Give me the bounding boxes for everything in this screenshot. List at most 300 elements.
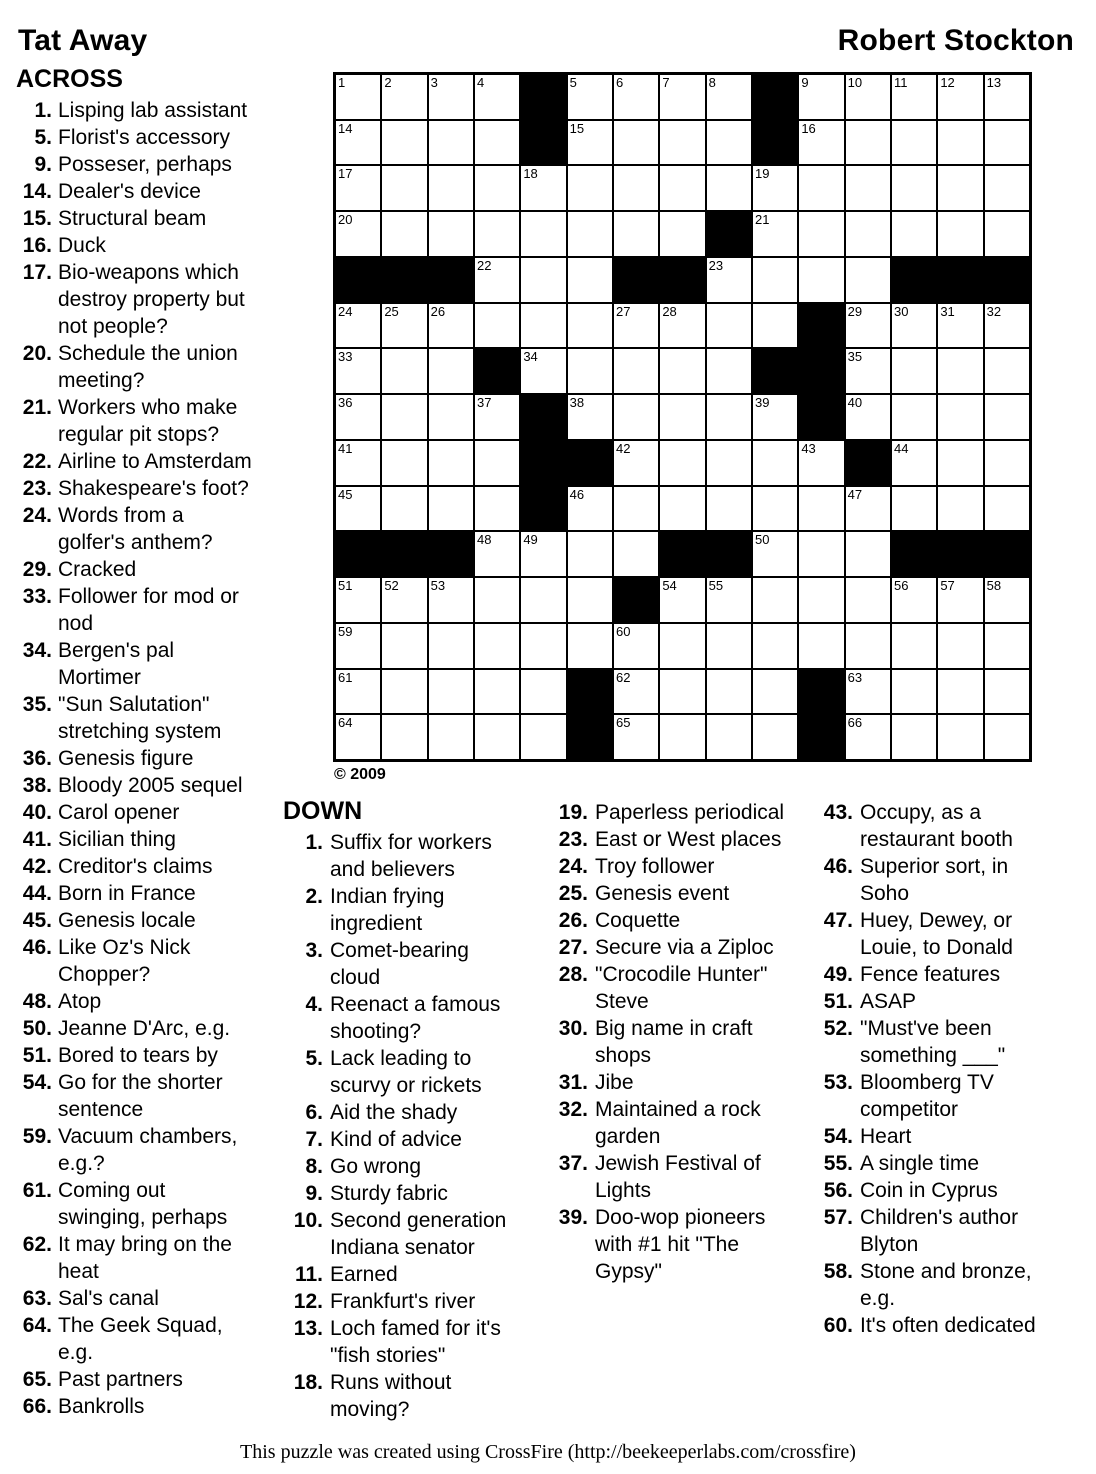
- grid-cell[interactable]: [429, 395, 473, 439]
- clue-text: Sturdy fabric: [330, 1182, 448, 1205]
- grid-cell[interactable]: [753, 715, 797, 759]
- grid-cell[interactable]: [614, 166, 658, 210]
- grid-cell[interactable]: [475, 166, 519, 210]
- grid-cell-number: 11: [893, 75, 908, 90]
- grid-cell[interactable]: [336, 624, 380, 668]
- clue-text: Bergen's pal Mortimer: [58, 639, 175, 689]
- grid-black-cell: [707, 212, 751, 256]
- grid-cell[interactable]: [614, 715, 658, 759]
- grid-cell[interactable]: [846, 487, 890, 531]
- across-clue: [16, 934, 266, 988]
- grid-cell-number: 25: [384, 303, 399, 319]
- grid-cell[interactable]: [753, 166, 797, 210]
- grid-cell[interactable]: [985, 487, 1029, 531]
- clue-text: Runs without moving?: [330, 1371, 452, 1421]
- grid-cell[interactable]: [382, 715, 426, 759]
- grid-cell[interactable]: [475, 670, 519, 714]
- grid-cell[interactable]: [382, 349, 426, 393]
- grid-cell[interactable]: [521, 212, 565, 256]
- clue-number: 18.: [293, 1371, 323, 1394]
- grid-cell[interactable]: [382, 166, 426, 210]
- clue-number: 5.: [305, 1047, 323, 1070]
- grid-cell[interactable]: [985, 75, 1029, 119]
- clue-text: ASAP: [860, 990, 917, 1013]
- grid-cell[interactable]: [660, 395, 704, 439]
- grid-cell[interactable]: [707, 578, 751, 622]
- grid-cell-number: 63: [847, 669, 863, 685]
- grid-cell[interactable]: [985, 715, 1029, 759]
- grid-black-cell: [521, 75, 565, 119]
- grid-cell-number: 31: [940, 303, 955, 319]
- grid-cell[interactable]: [707, 670, 751, 714]
- grid-cell-number: 56: [893, 578, 909, 594]
- grid-cell[interactable]: [846, 166, 890, 210]
- clue-number: 62.: [22, 1233, 52, 1256]
- grid-cell[interactable]: [846, 532, 890, 576]
- grid-cell[interactable]: [938, 670, 982, 714]
- clue-text: It may bring on the heat: [58, 1233, 232, 1283]
- grid-cell[interactable]: [614, 395, 658, 439]
- clue-number: 64.: [22, 1314, 52, 1337]
- clue-number: 19.: [558, 801, 588, 824]
- grid-cell[interactable]: [707, 166, 751, 210]
- grid-cell-number: 65: [615, 715, 631, 731]
- grid-cell[interactable]: [382, 395, 426, 439]
- grid-cell[interactable]: [985, 349, 1029, 393]
- clue-text: Paperless periodical: [595, 801, 785, 824]
- grid-cell[interactable]: [336, 395, 380, 439]
- grid-cell[interactable]: [614, 487, 658, 531]
- down-clue: [283, 1099, 523, 1126]
- grid-cell[interactable]: [892, 395, 936, 439]
- grid-black-cell: [660, 532, 704, 576]
- clue-number: 5.: [34, 126, 52, 149]
- clue-text: "Crocodile Hunter" Steve: [595, 963, 768, 1013]
- grid-cell[interactable]: [382, 670, 426, 714]
- clue-number: 2.: [305, 885, 323, 908]
- clue-number: 11.: [294, 1263, 323, 1286]
- grid-black-cell: [429, 532, 473, 576]
- grid-cell[interactable]: [892, 75, 936, 119]
- clue-text: Big name in craft shops: [595, 1017, 753, 1067]
- grid-cell[interactable]: [382, 121, 426, 165]
- grid-cell[interactable]: [799, 624, 843, 668]
- clue-number: 60.: [823, 1314, 853, 1337]
- grid-cell[interactable]: [614, 670, 658, 714]
- page-author: Robert Stockton: [837, 24, 1074, 57]
- grid-cell[interactable]: [614, 75, 658, 119]
- grid-cell[interactable]: [985, 395, 1029, 439]
- grid-cell[interactable]: [985, 441, 1029, 485]
- grid-cell[interactable]: [753, 395, 797, 439]
- clue-number: 55.: [823, 1152, 853, 1175]
- grid-cell[interactable]: [660, 578, 704, 622]
- grid-cell[interactable]: [938, 121, 982, 165]
- grid-cell[interactable]: [707, 441, 751, 485]
- grid-cell[interactable]: [475, 578, 519, 622]
- grid-cell[interactable]: [568, 395, 612, 439]
- grid-cell[interactable]: [799, 487, 843, 531]
- clue-number: 29.: [22, 558, 52, 581]
- clue-text: Genesis event: [595, 882, 730, 905]
- grid-cell[interactable]: [892, 624, 936, 668]
- grid-cell[interactable]: [938, 715, 982, 759]
- across-clue: [16, 799, 266, 826]
- across-clue: [16, 259, 266, 340]
- clue-number: 52.: [823, 1017, 853, 1040]
- grid-cell[interactable]: [660, 670, 704, 714]
- grid-cell[interactable]: [429, 121, 473, 165]
- grid-black-cell: [753, 349, 797, 393]
- across-clue: [16, 1069, 266, 1123]
- grid-cell[interactable]: [382, 487, 426, 531]
- clue-text: Second generation Indiana senator: [330, 1209, 507, 1259]
- grid-cell[interactable]: [382, 212, 426, 256]
- clue-text: Florist's accessory: [58, 126, 231, 149]
- grid-cell[interactable]: [938, 166, 982, 210]
- grid-cell[interactable]: [892, 578, 936, 622]
- grid-cell[interactable]: [568, 578, 612, 622]
- down-clue: [548, 1096, 798, 1150]
- grid-cell[interactable]: [753, 304, 797, 348]
- grid-cell[interactable]: [660, 487, 704, 531]
- grid-cell[interactable]: [382, 441, 426, 485]
- grid-cell[interactable]: [429, 578, 473, 622]
- grid-cell[interactable]: [938, 304, 982, 348]
- grid-cell[interactable]: [707, 304, 751, 348]
- grid-cell[interactable]: [660, 75, 704, 119]
- grid-cell[interactable]: [475, 441, 519, 485]
- grid-cell[interactable]: [568, 487, 612, 531]
- grid-cell[interactable]: [985, 212, 1029, 256]
- grid-cell[interactable]: [938, 212, 982, 256]
- grid-cell[interactable]: [938, 441, 982, 485]
- clue-number: 51.: [823, 990, 853, 1013]
- clue-number: 36.: [22, 747, 52, 770]
- grid-black-cell: [429, 258, 473, 302]
- clue-text: A single time: [860, 1152, 980, 1175]
- grid-cell[interactable]: [707, 121, 751, 165]
- grid-cell[interactable]: [892, 166, 936, 210]
- clue-number: 33.: [22, 585, 52, 608]
- grid-cell[interactable]: [799, 75, 843, 119]
- grid-cell[interactable]: [985, 166, 1029, 210]
- clue-number: 24.: [22, 504, 52, 527]
- grid-cell[interactable]: [938, 349, 982, 393]
- grid-cell[interactable]: [382, 304, 426, 348]
- grid-black-cell: [799, 715, 843, 759]
- grid-cell-number: 2: [384, 75, 392, 90]
- grid-cell-number: 60: [615, 623, 631, 639]
- grid-cell[interactable]: [568, 349, 612, 393]
- copyright-notice: © 2009: [334, 766, 386, 783]
- grid-cell[interactable]: [892, 487, 936, 531]
- grid-cell[interactable]: [753, 532, 797, 576]
- grid-cell[interactable]: [846, 349, 890, 393]
- grid-cell[interactable]: [707, 258, 751, 302]
- clue-number: 20.: [22, 342, 52, 365]
- clue-text: Airline to Amsterdam: [58, 450, 252, 473]
- grid-cell[interactable]: [846, 212, 890, 256]
- grid-cell[interactable]: [475, 624, 519, 668]
- grid-cell[interactable]: [382, 624, 426, 668]
- down-clue: [813, 1123, 1053, 1150]
- grid-cell[interactable]: [429, 304, 473, 348]
- grid-cell[interactable]: [429, 715, 473, 759]
- grid-cell[interactable]: [660, 349, 704, 393]
- grid-cell[interactable]: [707, 487, 751, 531]
- clue-number: 8.: [305, 1155, 323, 1178]
- clue-text: East or West places: [595, 828, 782, 851]
- grid-cell[interactable]: [475, 258, 519, 302]
- grid-black-cell: [475, 349, 519, 393]
- grid-cell[interactable]: [475, 75, 519, 119]
- grid-cell[interactable]: [846, 395, 890, 439]
- grid-cell[interactable]: [614, 624, 658, 668]
- grid-cell[interactable]: [938, 624, 982, 668]
- down-clues-column-3: [813, 799, 1053, 1339]
- grid-cell[interactable]: [753, 578, 797, 622]
- grid-cell[interactable]: [707, 624, 751, 668]
- grid-cell[interactable]: [521, 670, 565, 714]
- across-clue: [16, 394, 266, 448]
- grid-cell[interactable]: [892, 349, 936, 393]
- grid-cell[interactable]: [799, 258, 843, 302]
- grid-cell[interactable]: [846, 121, 890, 165]
- grid-cell[interactable]: [429, 441, 473, 485]
- grid-cell[interactable]: [892, 670, 936, 714]
- grid-cell[interactable]: [568, 258, 612, 302]
- grid-cell[interactable]: [475, 304, 519, 348]
- grid-cell[interactable]: [521, 304, 565, 348]
- grid-black-cell: [799, 395, 843, 439]
- grid-cell[interactable]: [429, 349, 473, 393]
- grid-cell[interactable]: [846, 304, 890, 348]
- clue-text: Coquette: [595, 909, 681, 932]
- grid-cell[interactable]: [753, 258, 797, 302]
- grid-cell[interactable]: [568, 624, 612, 668]
- grid-cell[interactable]: [753, 487, 797, 531]
- grid-cell[interactable]: [892, 715, 936, 759]
- grid-black-cell: [568, 715, 612, 759]
- clue-text: Bankrolls: [58, 1395, 145, 1418]
- across-clue: [16, 1312, 266, 1366]
- grid-cell[interactable]: [336, 578, 380, 622]
- grid-cell[interactable]: [985, 121, 1029, 165]
- clue-text: Workers who make regular pit stops?: [58, 396, 238, 446]
- grid-cell[interactable]: [614, 304, 658, 348]
- grid-cell-number: 22: [476, 257, 492, 273]
- grid-cell-number: 32: [986, 303, 1002, 319]
- grid-cell-number: 5: [569, 75, 577, 90]
- grid-cell[interactable]: [336, 349, 380, 393]
- grid-cell[interactable]: [660, 304, 704, 348]
- grid-cell[interactable]: [707, 349, 751, 393]
- grid-cell[interactable]: [892, 212, 936, 256]
- clue-text: Creditor's claims: [58, 855, 213, 878]
- clue-text: Suffix for workers and believers: [330, 831, 492, 881]
- grid-cell[interactable]: [753, 624, 797, 668]
- grid-cell-number: 42: [615, 440, 631, 456]
- grid-cell[interactable]: [799, 578, 843, 622]
- grid-cell[interactable]: [892, 304, 936, 348]
- grid-cell-number: 40: [847, 395, 863, 411]
- grid-cell[interactable]: [660, 166, 704, 210]
- grid-cell[interactable]: [846, 624, 890, 668]
- grid-cell[interactable]: [660, 441, 704, 485]
- grid-cell[interactable]: [846, 578, 890, 622]
- grid-cell[interactable]: [429, 670, 473, 714]
- grid-cell[interactable]: [568, 532, 612, 576]
- grid-cell[interactable]: [429, 166, 473, 210]
- grid-cell[interactable]: [336, 212, 380, 256]
- grid-cell[interactable]: [707, 75, 751, 119]
- down-clue: [548, 826, 798, 853]
- grid-cell[interactable]: [938, 578, 982, 622]
- down-clue: [548, 853, 798, 880]
- across-clue: [16, 1123, 266, 1177]
- grid-cell[interactable]: [753, 670, 797, 714]
- grid-cell[interactable]: [429, 212, 473, 256]
- clue-number: 3.: [305, 939, 323, 962]
- grid-black-cell: [753, 121, 797, 165]
- grid-cell[interactable]: [429, 75, 473, 119]
- down-clue: [548, 934, 798, 961]
- grid-cell[interactable]: [938, 395, 982, 439]
- grid-cell[interactable]: [475, 395, 519, 439]
- clue-text: Duck: [58, 234, 106, 257]
- down-clue: [813, 961, 1053, 988]
- grid-cell[interactable]: [846, 75, 890, 119]
- clue-text: Cracked: [58, 558, 137, 581]
- grid-cell[interactable]: [521, 258, 565, 302]
- grid-cell[interactable]: [382, 578, 426, 622]
- clue-number: 25.: [558, 882, 588, 905]
- grid-cell[interactable]: [336, 166, 380, 210]
- grid-cell[interactable]: [799, 121, 843, 165]
- clue-text: Indian frying ingredient: [330, 885, 445, 935]
- clue-number: 34.: [22, 639, 52, 662]
- clue-text: Like Oz's Nick Chopper?: [58, 936, 191, 986]
- grid-cell[interactable]: [475, 532, 519, 576]
- grid-cell[interactable]: [568, 212, 612, 256]
- grid-cell[interactable]: [521, 715, 565, 759]
- grid-cell[interactable]: [660, 121, 704, 165]
- clue-number: 48.: [22, 990, 52, 1013]
- grid-cell[interactable]: [568, 304, 612, 348]
- clue-number: 65.: [22, 1368, 52, 1391]
- across-clue: [16, 826, 266, 853]
- grid-cell[interactable]: [799, 166, 843, 210]
- grid-cell[interactable]: [846, 715, 890, 759]
- grid-cell[interactable]: [568, 121, 612, 165]
- clue-number: 22.: [22, 450, 52, 473]
- grid-cell[interactable]: [336, 121, 380, 165]
- grid-cell[interactable]: [753, 441, 797, 485]
- grid-cell[interactable]: [614, 212, 658, 256]
- grid-black-cell: [799, 670, 843, 714]
- grid-cell[interactable]: [614, 532, 658, 576]
- grid-cell[interactable]: [336, 441, 380, 485]
- clue-number: 1.: [305, 831, 323, 854]
- grid-cell[interactable]: [336, 487, 380, 531]
- grid-cell[interactable]: [382, 75, 426, 119]
- grid-cell[interactable]: [336, 75, 380, 119]
- grid-cell[interactable]: [475, 715, 519, 759]
- grid-cell[interactable]: [475, 121, 519, 165]
- down-clues-column-1: [283, 796, 523, 1423]
- clue-text: Maintained a rock garden: [595, 1098, 761, 1148]
- grid-black-cell: [521, 441, 565, 485]
- grid-cell[interactable]: [660, 624, 704, 668]
- grid-cell[interactable]: [660, 715, 704, 759]
- down-clue: [548, 799, 798, 826]
- grid-cell[interactable]: [707, 715, 751, 759]
- grid-cell[interactable]: [568, 75, 612, 119]
- grid-cell[interactable]: [429, 624, 473, 668]
- grid-cell[interactable]: [336, 715, 380, 759]
- grid-cell[interactable]: [985, 304, 1029, 348]
- across-clue: [16, 907, 266, 934]
- clue-number: 41.: [22, 828, 52, 851]
- grid-cell[interactable]: [938, 487, 982, 531]
- grid-cell[interactable]: [336, 304, 380, 348]
- grid-cell[interactable]: [799, 212, 843, 256]
- page-title: Tat Away: [18, 24, 148, 57]
- grid-cell[interactable]: [521, 349, 565, 393]
- grid-cell[interactable]: [938, 75, 982, 119]
- across-clue: [16, 1177, 266, 1231]
- grid-cell[interactable]: [707, 395, 751, 439]
- grid-cell[interactable]: [614, 121, 658, 165]
- grid-cell[interactable]: [521, 166, 565, 210]
- grid-cell[interactable]: [521, 532, 565, 576]
- grid-cell[interactable]: [614, 349, 658, 393]
- clue-number: 37.: [558, 1152, 588, 1175]
- grid-cell[interactable]: [521, 578, 565, 622]
- clue-text: Earned: [330, 1263, 398, 1286]
- grid-cell[interactable]: [892, 121, 936, 165]
- clue-text: Occupy, as a restaurant booth: [860, 801, 1013, 851]
- clue-text: Shakespeare's foot?: [58, 477, 249, 500]
- grid-cell[interactable]: [846, 670, 890, 714]
- grid-cell[interactable]: [336, 670, 380, 714]
- grid-cell[interactable]: [429, 487, 473, 531]
- grid-cell-number: 1: [338, 75, 346, 90]
- grid-cell-number: 50: [754, 532, 770, 548]
- grid-cell[interactable]: [985, 670, 1029, 714]
- grid-cell[interactable]: [660, 212, 704, 256]
- grid-cell[interactable]: [521, 624, 565, 668]
- down-clue: [813, 1258, 1053, 1312]
- grid-cell[interactable]: [985, 578, 1029, 622]
- grid-cell[interactable]: [568, 166, 612, 210]
- grid-cell[interactable]: [892, 441, 936, 485]
- grid-cell-number: 10: [847, 75, 863, 90]
- grid-black-cell: [707, 532, 751, 576]
- grid-cell[interactable]: [614, 441, 658, 485]
- across-clue: [16, 1231, 266, 1285]
- grid-cell[interactable]: [799, 532, 843, 576]
- grid-cell[interactable]: [985, 624, 1029, 668]
- clue-text: Fence features: [860, 963, 1001, 986]
- grid-cell[interactable]: [799, 441, 843, 485]
- grid-cell[interactable]: [753, 212, 797, 256]
- down-clue: [283, 1288, 523, 1315]
- grid-cell[interactable]: [846, 258, 890, 302]
- grid-cell[interactable]: [475, 487, 519, 531]
- grid-cell[interactable]: [475, 212, 519, 256]
